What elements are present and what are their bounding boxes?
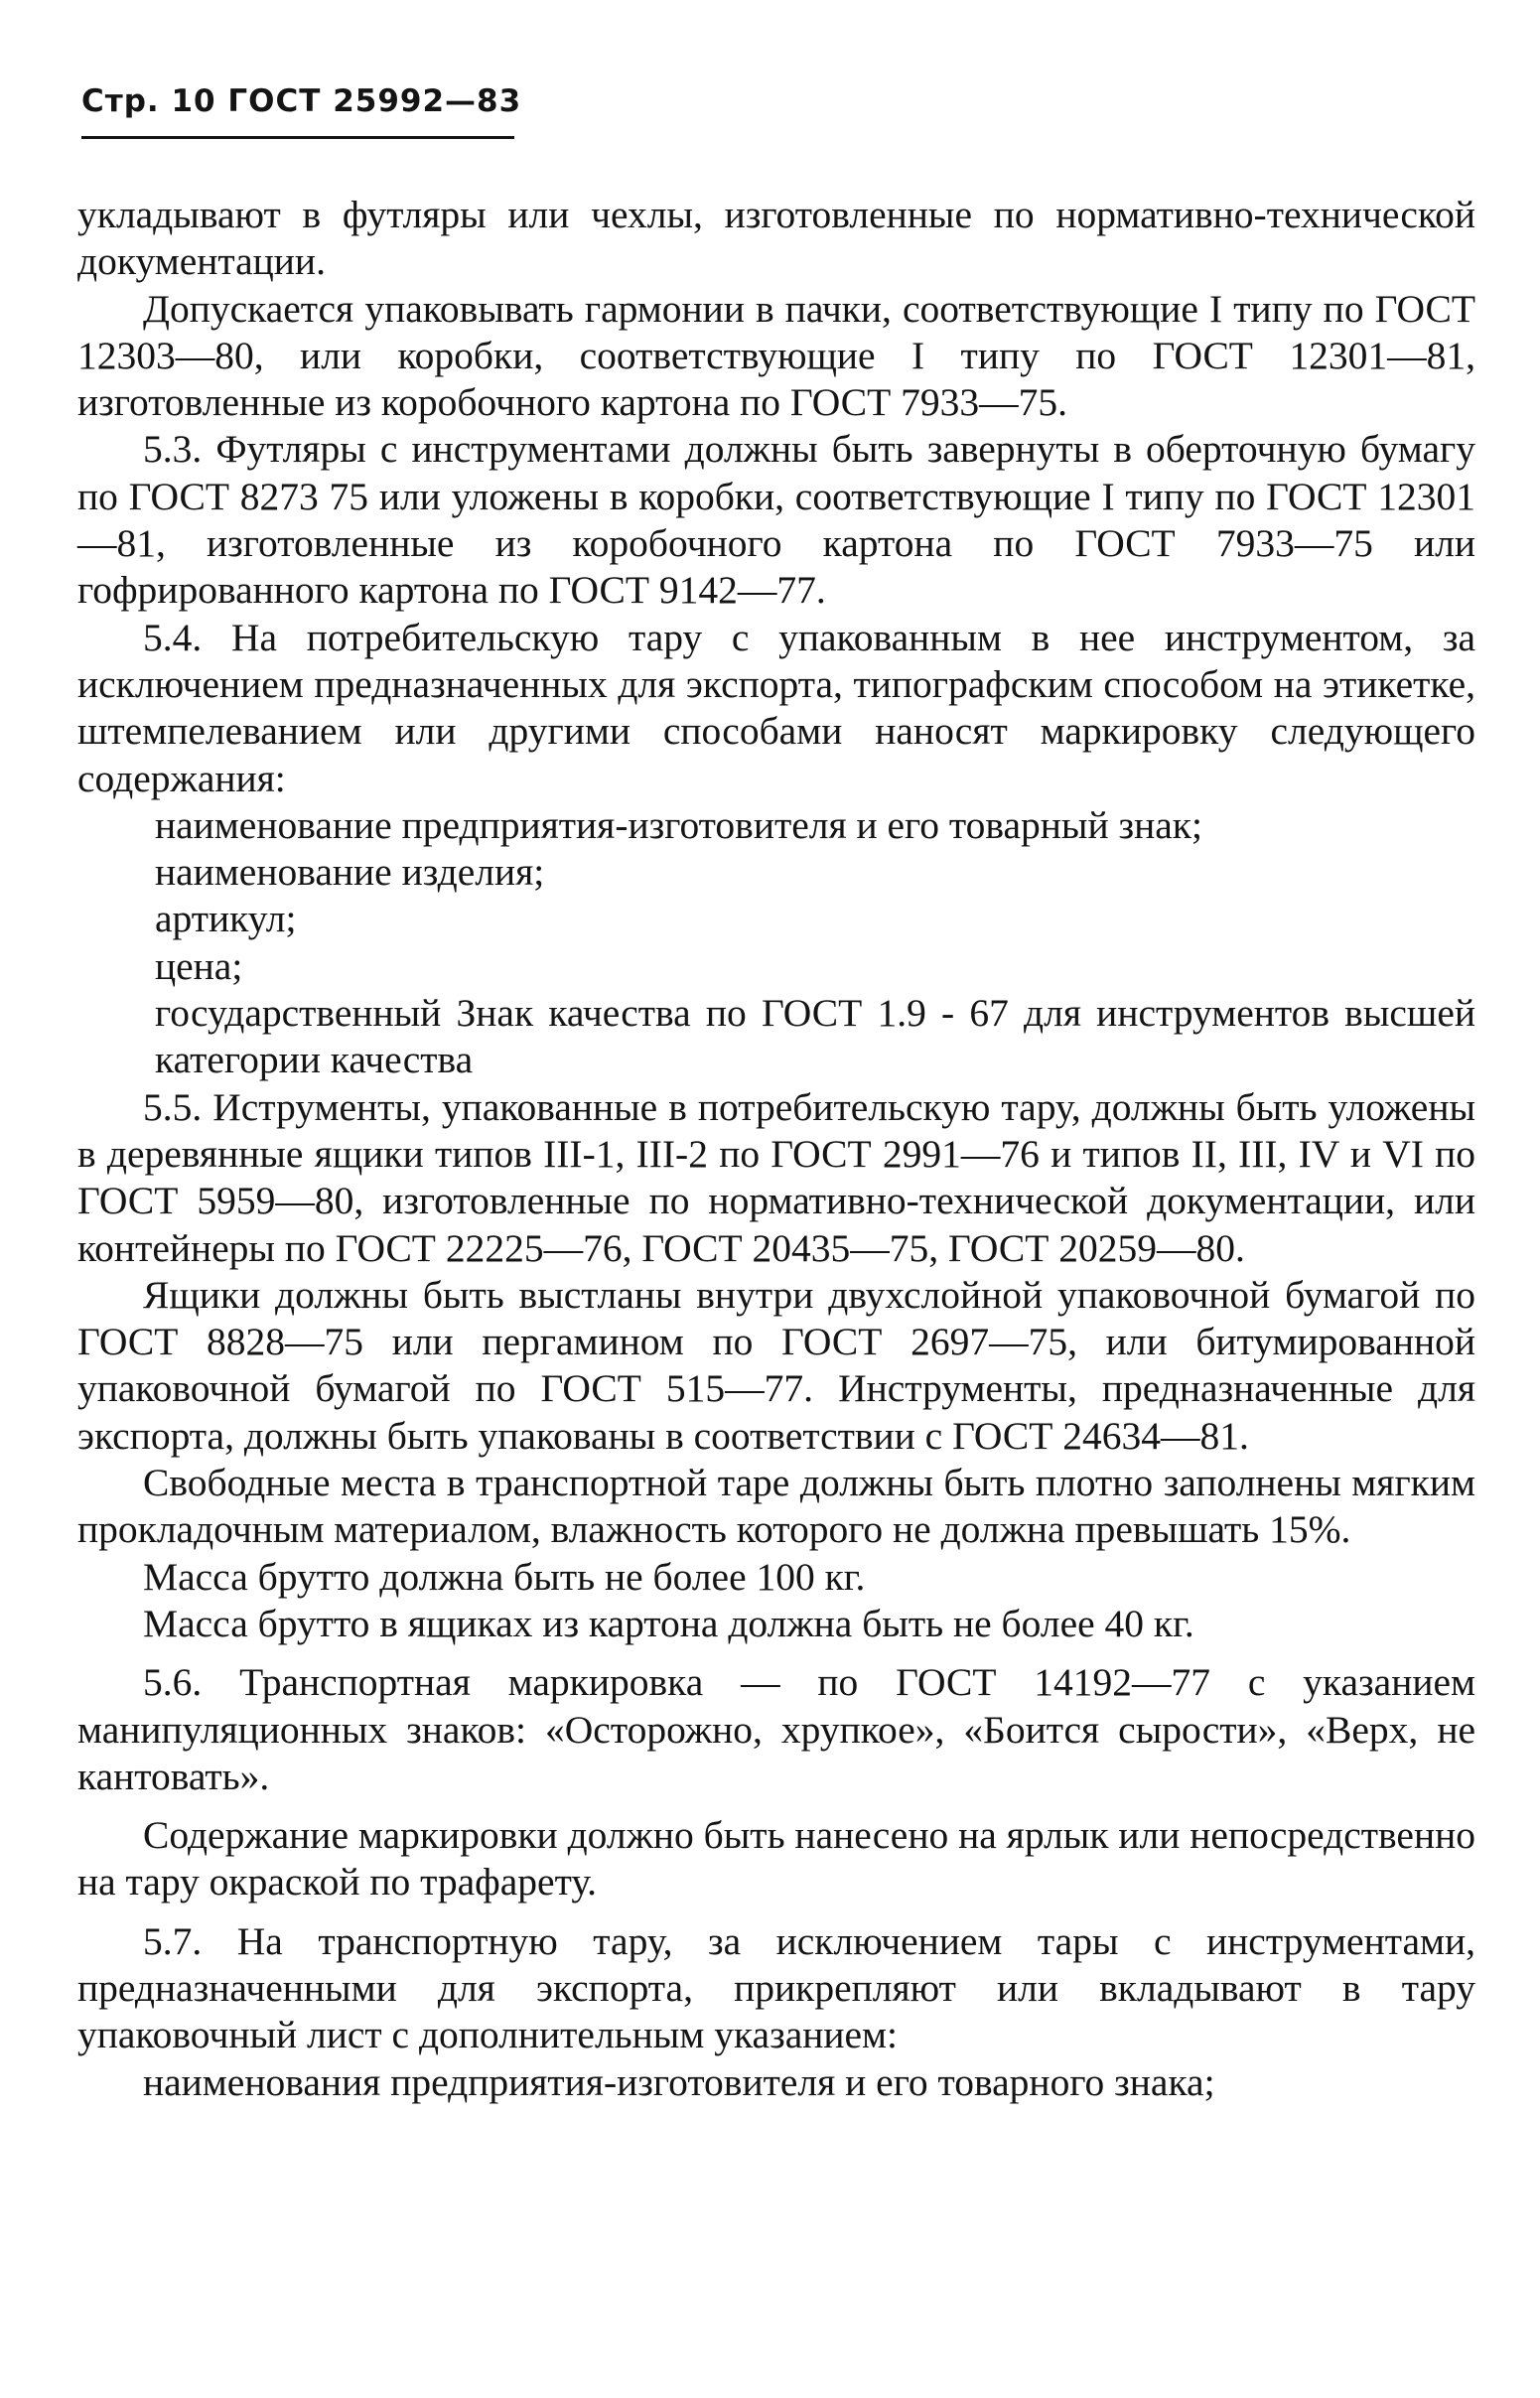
- paragraph-free-space: Свободные места в транспортной таре должны быть плотно заполнены мягким прокладочным материалом, влажность которого не должна превышать 15%.: [77, 1461, 1475, 1552]
- paragraph-gross-weight-carton: Масса брутто в ящиках из картона должна быть не более 40 кг.: [143, 1601, 1194, 1645]
- header-rule: [81, 136, 514, 139]
- paragraph-box-lining: Ящики должны быть выстланы внутри двухслойной упаковочной бумагой по ГОСТ 8828—75 или пергамином по ГОСТ 2697—75, или битумированной упаковочной бумагой по ГОСТ 515—77. Инструменты, предназначенные для экспорта, должны быть упакованы в соответствии с ГОСТ 24634—81.: [77, 1272, 1475, 1458]
- paragraph-marking-content: Содержание маркировки должно быть нанесено на ярлык или непосредственно на тару окраской по трафарету.: [77, 1813, 1475, 1904]
- document-body: [77, 192, 1475, 2106]
- list-item-manufacturer: наименование предприятия-изготовителя и его товарный знак;: [155, 802, 1202, 847]
- paragraph-packing-boxes: Допускается упаковывать гармонии в пачки, соответствующие I типу по ГОСТ 12303—80, или коробки, соответствующие I типу по ГОСТ 12301—81, изготовленные из коробочного картона по ГОСТ 7933—75.: [77, 286, 1475, 425]
- paragraph-5-7: 5.7. На транспортную тару, за исключением тары с инструментами, предназначенными для экспорта, прикрепляют или вкладывают в тару упаковочный лист с дополнительным указанием:: [77, 1918, 1475, 2057]
- paragraph-continuation: укладывают в футляры или чехлы, изготовленные по нормативно-технической документации.: [77, 193, 1475, 284]
- paragraph-5-5: 5.5. Иструменты, упакованные в потребительскую тару, должны быть уложены в деревянные ящики типов III-1, III-2 по ГОСТ 2991—76 и типов II, III, IV и VI по ГОСТ 5959—80, изготовленные по нормативно-технической документации, или контейнеры по ГОСТ 22225—76, ГОСТ 20435—75, ГОСТ 20259—80.: [77, 1084, 1475, 1270]
- paragraph-gross-weight: Масса брутто должна быть не более 100 кг.: [143, 1554, 866, 1599]
- list-item-price: цена;: [155, 943, 243, 988]
- list-item-product-name: наименование изделия;: [155, 850, 545, 895]
- paragraph-manufacturer-names: наименования предприятия-изготовителя и его товарного знака;: [143, 2059, 1215, 2104]
- paragraph-5-6: 5.6. Транспортная маркировка — по ГОСТ 14192—77 с указанием манипуляционных знаков: «Осторожно, хрупкое», «Боится сырости», «Верх, не кантовать».: [77, 1660, 1475, 1798]
- paragraph-5-4: 5.4. На потребительскую тару с упакованным в нее инструментом, за исключением предназначенных для экспорта, типографским способом на этикетке, штемпелеванием или другими способами наносят маркировку следующего содержания:: [77, 615, 1475, 800]
- page-header: Стр. 10 ГОСТ 25992—83: [81, 83, 522, 119]
- paragraph-5-3: 5.3. Футляры с инструментами должны быть завернуты в оберточную бумагу по ГОСТ 8273 75 или уложены в коробки, соответствующие I типу по ГОСТ 12301—81, изготовленные из коробочного картона по ГОСТ 7933—75 или гофрированного картона по ГОСТ 9142—77.: [77, 427, 1475, 613]
- list-item-article: артикул;: [155, 897, 297, 941]
- list-item-quality-mark: государственный Знак качества по ГОСТ 1.9 - 67 для инструментов высшей категории качества: [155, 991, 1475, 1082]
